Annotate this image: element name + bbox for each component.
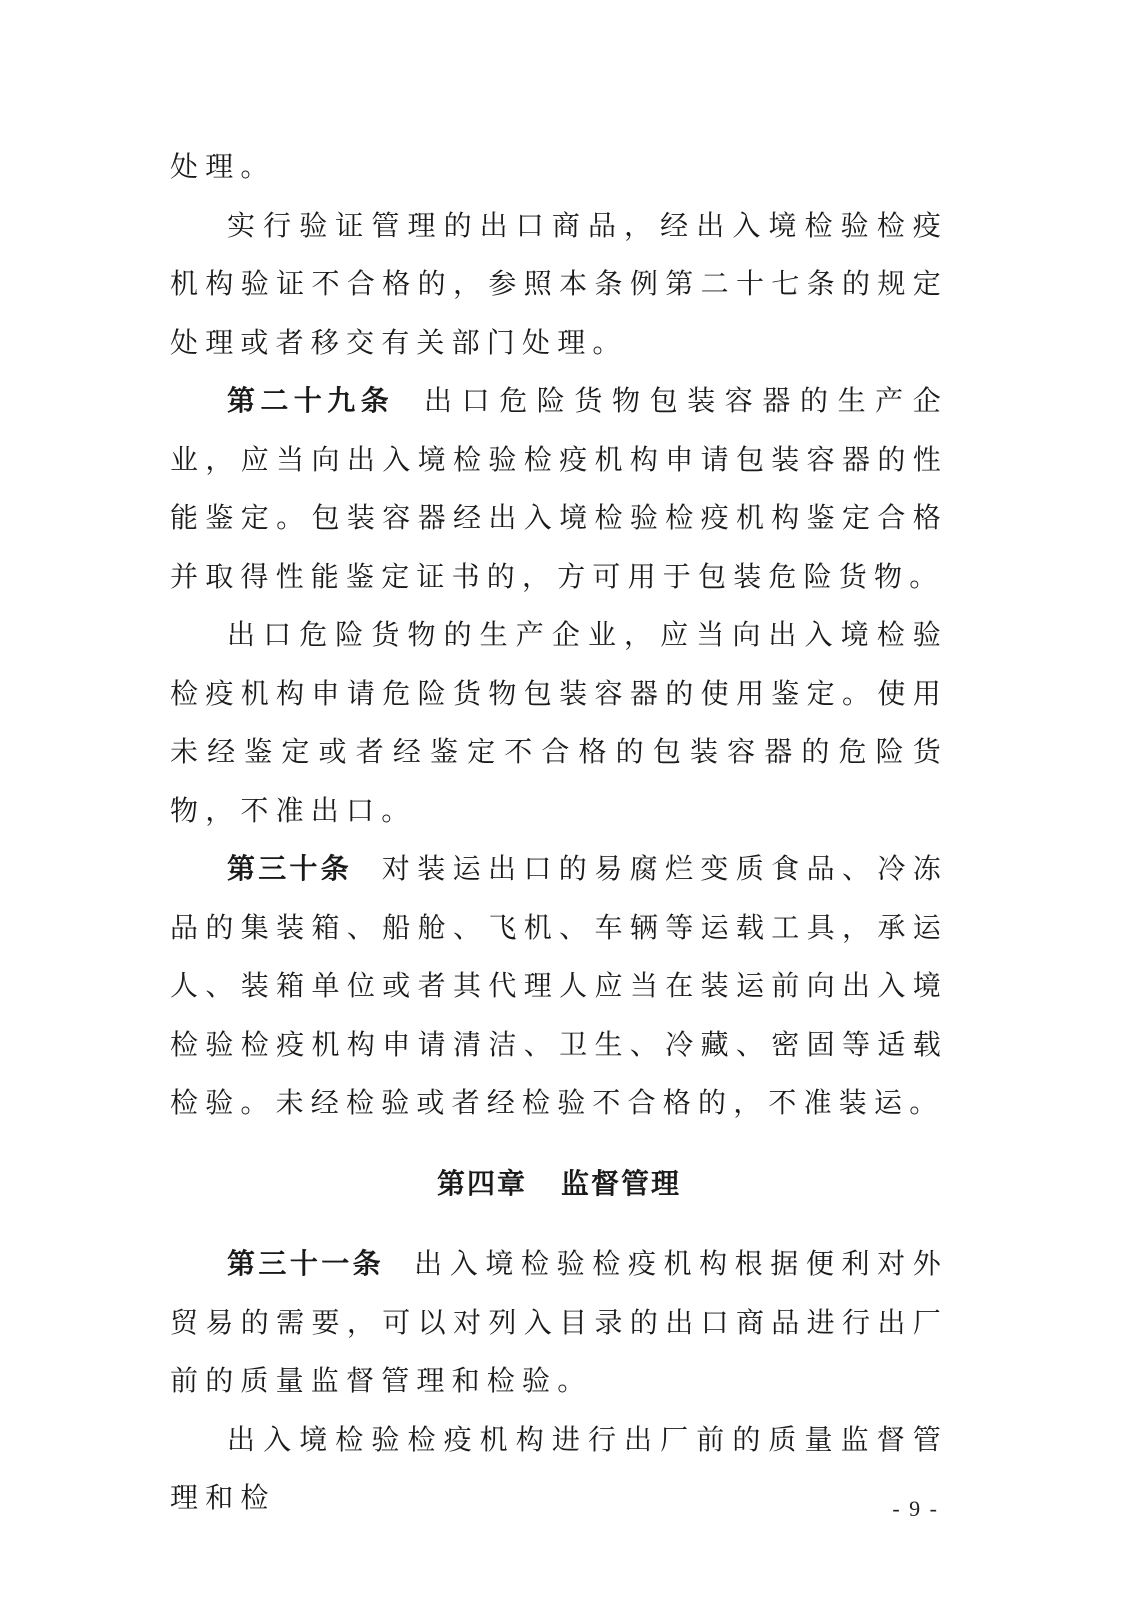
article-number: 第三十一条 <box>227 1247 385 1280</box>
paragraph <box>170 606 948 840</box>
document-body <box>170 138 948 1528</box>
chapter-number: 第四章 <box>436 1166 527 1200</box>
chapter-heading <box>170 1155 948 1214</box>
page-number: - 9 - <box>892 1496 939 1521</box>
paragraph <box>170 197 948 373</box>
article-31-paragraph <box>170 1235 948 1411</box>
paragraph-continuation <box>170 138 948 197</box>
article-number: 第二十九条 <box>227 384 394 417</box>
article-29-paragraph <box>170 372 948 606</box>
paragraph <box>170 1411 948 1528</box>
article-number: 第三十条 <box>227 852 352 885</box>
paragraph-text: 处理。 <box>170 150 276 183</box>
paragraph-text: 出口危险货物包装容器的生产企业，应当向出入境检验检疫机构申请包装容器的性能鉴定。包装容器经出入境检验检疫机构鉴定合格并取得性能鉴定证书的，方可用于包装危险货物。 <box>170 384 948 593</box>
article-30-paragraph <box>170 840 948 1133</box>
paragraph-text: 出入境检验检疫机构进行出厂前的质量监督管理和检 <box>170 1422 948 1514</box>
paragraph-text: 出口危险货物的生产企业，应当向出入境检验检疫机构申请危险货物包装容器的使用鉴定。使用未经鉴定或者经鉴定不合格的包装容器的危险货物，不准出口。 <box>170 618 948 827</box>
chapter-title: 监督管理 <box>561 1166 682 1200</box>
paragraph-text: 出入境检验检疫机构根据便利对外贸易的需要，可以对列入目录的出口商品进行出厂前的质量监督管理和检验。 <box>170 1247 948 1397</box>
paragraph-text: 实行验证管理的出口商品，经出入境检验检疫机构验证不合格的，参照本条例第二十七条的规定处理或者移交有关部门处理。 <box>170 208 948 359</box>
paragraph-text: 对装运出口的易腐烂变质食品、冷冻品的集装箱、船舱、飞机、车辆等运载工具，承运人、装箱单位或者其代理人应当在装运前向出入境检验检疫机构申请清洁、卫生、冷藏、密固等适载检验。未经检验或者经检验不合格的，不准装运。 <box>170 852 948 1119</box>
